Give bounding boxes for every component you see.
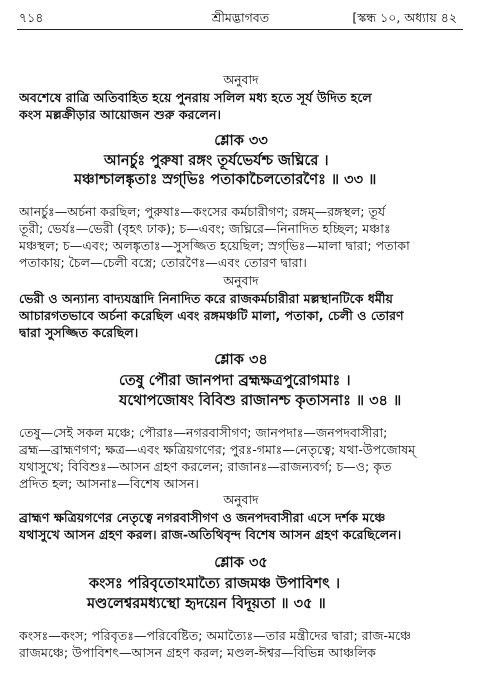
verse-34-line-1: তেষু পৌরা জানপদা ব্রহ্মক্ষত্রপুরোগমাঃ । [119,373,351,389]
book-title: শ্রীমদ্ভাগবত [211,10,270,25]
translation-line: কংস মল্লক্রীড়ার আয়োজন শুরু করলেন। [19,107,222,122]
translation-line: আচারগতভাবে অর্চনা করেছিল এবং রঙ্গমঞ্চটি মালা, পতাকা, চেলী ও তোরণ [19,308,404,323]
translation-line: দ্বারা সুসজ্জিত করেছিল। [19,325,139,340]
verse-label-35: শ্লোক ৩৫ [214,555,268,571]
translation-block [19,89,463,123]
translation-line: অবশেষে রাত্রি অতিবাহিত হয়ে পুনরায় সলিল মধ্য হতে সূর্য উদিত হলে [19,90,372,105]
translation-line: ভেরী ও অন্যান্য বাদ্যযন্ত্রাদি নিনাদিত করে রাজকর্মচারীরা মল্লস্থানটিকে ধর্মীয় [19,291,393,306]
verse-33-line-2: মঞ্চাশ্চালঙ্কৃতাঃ স্রগ্‌ভিঃ পতাকাচৈলতোরণৈঃ ॥ ৩৩ ॥ [74,172,377,188]
verse-label-33: শ্লোক ৩৩ [214,133,268,149]
synonym-line: পতাকায়; চৈল—চেলী বস্ত্রে; তোরণৈঃ—এবং তোরণ দ্বারা। [19,255,307,270]
chapter-reference: [স্কন্ধ ১০, অধ্যায় ৪২ [352,10,457,25]
synonym-line: আনর্চুঃ—অর্চনা করছিল; পুরুষাঃ—কংসের কর্মচারীগণ; রঙ্গম্‌—রঙ্গস্থল; তূর্য [19,204,386,219]
verse-34-line-2: যথোপজোষং বিবিশু রাজানশ্চ কৃতাসনাঃ ॥ ৩৪ ॥ [119,393,402,409]
synonym-line: যথাসুখে; বিবিশুঃ—আসন গ্রহণ করলেন; রাজানঃ—রাজন্যবর্গ; চ—ও; কৃত [19,459,392,474]
synonym-line: তূরী; ভের্যঃ—ভেরী (বৃহৎ ঢাক); চ—এবং; জঘ্নিরে—নিনাদিত হচ্ছিল; মঞ্চাঃ [19,221,391,236]
verse-35-line-1: কংসঃ পরিবৃতোঽমাত্যৈ রাজমঞ্চ উপাবিশৎ । [89,576,341,592]
synonym-line: কংসঃ—কংস; পরিবৃতঃ—পরিবেষ্টিত; অমাত্যৈঃ—তার মন্ত্রীদের দ্বারা; রাজ-মঞ্চে [19,628,412,643]
anubad-label: অনুবাদ [223,492,259,507]
page-number: ৭১৪ [19,10,44,25]
synonym-line: প্রদিত হল; আসনাঃ—বিশেষ আসন। [19,476,199,491]
translation-block [19,290,463,341]
synonym-line: রাজমঞ্চে; উপাবিশৎ—আসন গ্রহণ করল; মণ্ডল-ঈশ্বর—বিভিন্ন আঞ্চলিক [19,645,376,660]
translation-line: যথাসুখে আসন গ্রহণ করল। রাজ-অতিথিবৃন্দ বিশেষ আসন গ্রহণ করেছিলেন। [19,527,402,542]
synonyms-35 [19,627,463,661]
synonym-line: তেষু—সেই সকল মঞ্চে; পৌরাঃ—নগরবাসীগণ; জানপদাঃ—জনপদবাসীরা; [19,425,388,440]
translation-block [19,509,463,543]
synonym-line: মঞ্চস্থল; চ—এবং; অলঙ্কৃতাঃ—সুসজ্জিত হয়েছিল; স্রগ্‌ভিঃ—মালা দ্বারা; পতাকা [19,238,410,253]
verse-label-34: শ্লোক ৩৪ [214,352,268,368]
translation-line: ব্রাহ্মণ ক্ষত্রিয়গণের নেতৃত্বে নগরবাসীগণ ও জনপদবাসীরা এসে দর্শক মঞ্চে [19,510,386,525]
synonyms-34 [19,424,463,492]
verse-35-line-2: মণ্ডলেশ্বরমধ্যস্থো হৃদয়েন বিদূয়তা ॥ ৩৫ ॥ [87,596,326,612]
header-rule [17,29,463,30]
synonyms-33 [19,203,463,271]
verse-33-line-1: আনর্চুঃ পুরুষা রঙ্গং তূর্যভের্যশ্চ জঘ্নিরে । [104,153,329,169]
anubad-label: অনুবাদ [223,273,259,288]
anubad-label: অনুবাদ [223,72,259,87]
synonym-line: ব্রহ্ম—ব্রাহ্মণগণ; ক্ষত্র—এবং ক্ষত্রিয়গণের; পুরঃ-গমাঃ—নেতৃত্বে; যথা-উপজোষম্‌ [19,442,416,457]
